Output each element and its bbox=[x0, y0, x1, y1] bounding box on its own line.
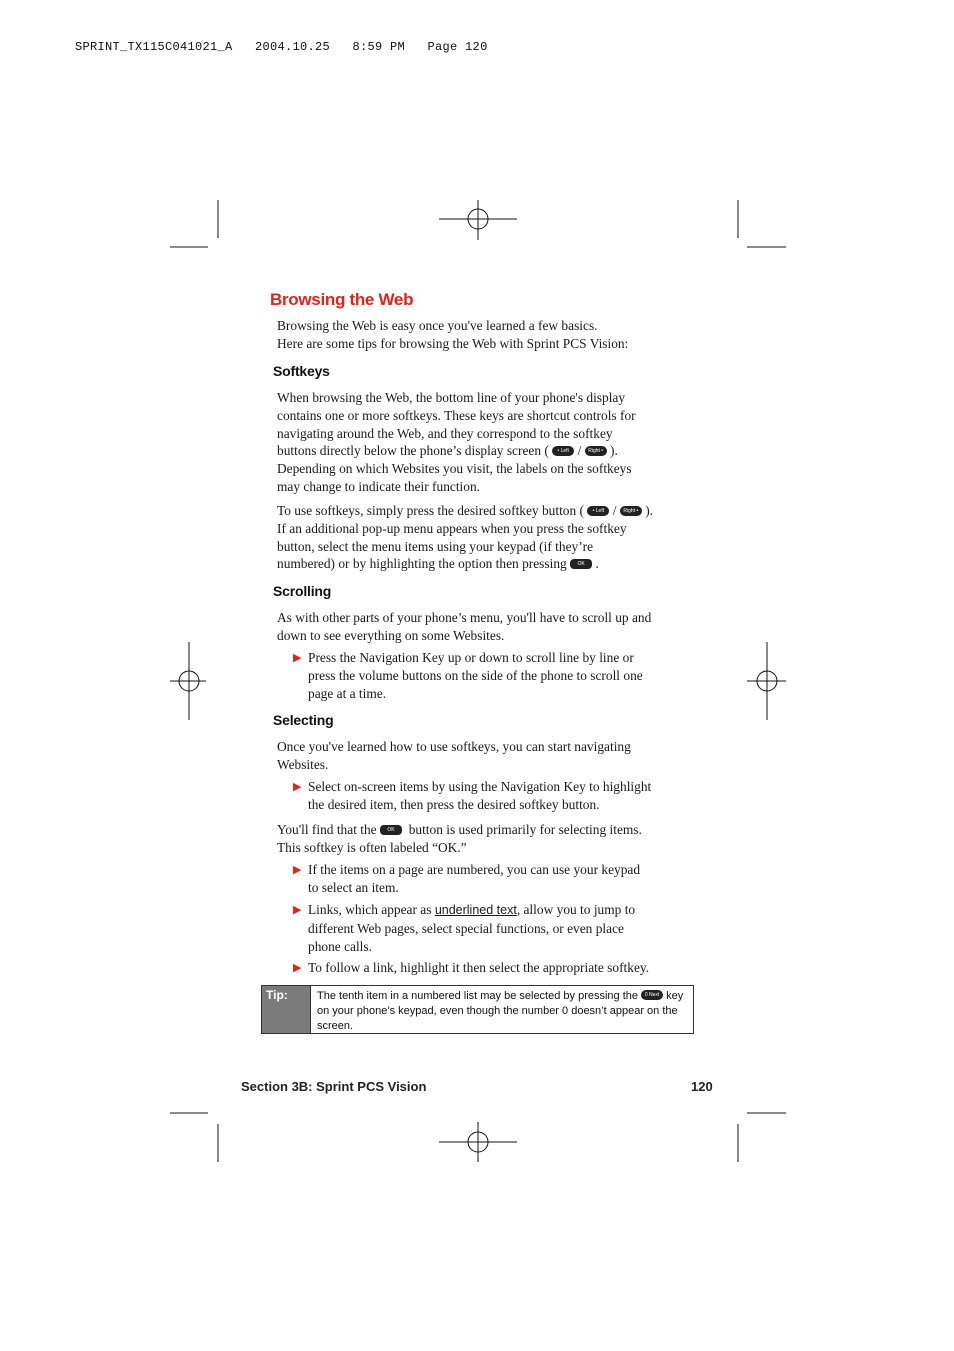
right-softkey-icon: Right • bbox=[620, 506, 642, 516]
text-line: When browsing the Web, the bottom line of your phone's display bbox=[277, 390, 626, 405]
intro-line: Here are some tips for browsing the Web with Sprint PCS Vision: bbox=[277, 335, 629, 351]
softkeys-paragraph-2 bbox=[277, 502, 697, 573]
bullet-arrow-icon: ▶ bbox=[293, 781, 302, 793]
text-line bbox=[277, 442, 697, 460]
text-line: Select on-screen items by using the Navigation Key to highlight bbox=[308, 779, 652, 794]
text-line: To follow a link, highlight it then select the appropriate softkey. bbox=[308, 960, 650, 975]
text-line: press the volume buttons on the side of the phone to scroll one bbox=[308, 667, 643, 683]
scrolling-bullet bbox=[293, 649, 693, 702]
text-line: As with other parts of your phone’s menu, you'll have to scroll up and bbox=[277, 610, 652, 625]
text-line bbox=[277, 502, 697, 520]
text-segment: . bbox=[595, 556, 599, 572]
text-segment: To use softkeys, simply press the desired softkey button ( bbox=[277, 503, 585, 518]
footer-page-number: 120 bbox=[691, 1079, 713, 1094]
text-line: screen. bbox=[317, 1020, 354, 1032]
text-line bbox=[308, 901, 693, 920]
text-segment: Links, which appear as bbox=[308, 902, 432, 917]
text-line: contains one or more softkeys. These keys are shortcut controls for bbox=[277, 407, 636, 423]
tip-label: Tip: bbox=[262, 986, 311, 1033]
text-segment: ). bbox=[610, 443, 618, 459]
underlined-text-example: underlined text bbox=[434, 903, 517, 917]
selecting-paragraph-1 bbox=[277, 738, 697, 774]
scrolling-heading: Scrolling bbox=[273, 583, 332, 599]
text-segment: The tenth item in a numbered list may be selected by pressing the bbox=[317, 990, 639, 1002]
tip-text bbox=[311, 986, 693, 1033]
softkeys-paragraph-1 bbox=[277, 389, 697, 496]
tip-box bbox=[261, 985, 694, 1034]
left-softkey-icon: • Left bbox=[552, 446, 574, 456]
text-line: the desired item, then press the desired softkey button. bbox=[308, 796, 600, 812]
text-line: If the items on a page are numbered, you can use your keypad bbox=[308, 862, 641, 877]
text-segment: You'll find that the bbox=[277, 822, 377, 837]
bullet-arrow-icon: ▶ bbox=[293, 652, 302, 664]
selecting-paragraph-2 bbox=[277, 821, 697, 857]
text-line: Websites. bbox=[277, 756, 329, 772]
bullet-text bbox=[308, 959, 693, 977]
text-line: on your phone’s keypad, even though the number 0 doesn’t appear on the bbox=[317, 1005, 678, 1017]
text-line: Depending on which Websites you visit, the labels on the softkeys bbox=[277, 461, 632, 477]
bullet-arrow-icon: ▶ bbox=[293, 962, 302, 974]
bullet-arrow-icon: ▶ bbox=[293, 904, 302, 916]
intro-paragraph bbox=[277, 317, 697, 353]
zero-key-icon: 0 Next bbox=[641, 990, 663, 1000]
selecting-bullet-2 bbox=[293, 861, 693, 897]
ok-key-icon: OK bbox=[380, 825, 402, 835]
selecting-bullet-3 bbox=[293, 901, 693, 955]
selecting-bullet-4 bbox=[293, 959, 693, 977]
text-line bbox=[277, 821, 697, 839]
bullet-arrow-icon: ▶ bbox=[293, 864, 302, 876]
selecting-heading: Selecting bbox=[273, 712, 334, 728]
text-segment: ). bbox=[645, 503, 653, 518]
text-line: may change to indicate their function. bbox=[277, 478, 481, 494]
text-segment: , allow you to jump to bbox=[516, 902, 636, 917]
bullet-text bbox=[308, 861, 693, 897]
selecting-bullet-1 bbox=[293, 778, 693, 814]
text-line: down to see everything on some Websites. bbox=[277, 627, 505, 643]
slash: / bbox=[577, 443, 582, 459]
text-segment: buttons directly below the phone’s display screen ( bbox=[277, 443, 549, 459]
page-title: Browsing the Web bbox=[270, 290, 414, 309]
bullet-text bbox=[308, 649, 693, 702]
text-line: Once you've learned how to use softkeys, you can start navigating bbox=[277, 739, 631, 754]
text-line: page at a time. bbox=[308, 685, 387, 701]
text-line: phone calls. bbox=[308, 938, 372, 954]
text-line: This softkey is often labeled “OK.” bbox=[277, 839, 467, 855]
text-segment: numbered) or by highlighting the option then pressing bbox=[277, 556, 567, 572]
text-line bbox=[277, 555, 697, 573]
intro-line: Browsing the Web is easy once you've learned a few basics. bbox=[277, 318, 598, 333]
text-line: to select an item. bbox=[308, 879, 399, 895]
text-line: Press the Navigation Key up or down to scroll line by line or bbox=[308, 650, 634, 665]
slash: / bbox=[612, 503, 617, 518]
left-softkey-icon: • Left bbox=[587, 506, 609, 516]
text-segment: button is used primarily for selecting items. bbox=[408, 822, 642, 837]
text-line: different Web pages, select special functions, or even place bbox=[308, 920, 624, 936]
softkeys-heading: Softkeys bbox=[273, 363, 330, 379]
text-line: navigating around the Web, and they correspond to the softkey bbox=[277, 425, 613, 441]
bullet-text bbox=[308, 901, 693, 955]
ok-key-icon: OK bbox=[570, 559, 592, 569]
text-line bbox=[317, 989, 687, 1004]
footer-section: Section 3B: Sprint PCS Vision bbox=[241, 1079, 427, 1094]
bullet-text bbox=[308, 778, 693, 814]
print-slug: SPRINT_TX115C041021_A 2004.10.25 8:59 PM Page 120 bbox=[75, 40, 488, 54]
text-line: button, select the menu items using your keypad (if they’re bbox=[277, 538, 594, 554]
right-softkey-icon: Right • bbox=[585, 446, 607, 456]
text-line: If an additional pop-up menu appears when you press the softkey bbox=[277, 520, 627, 536]
text-segment: key bbox=[666, 990, 684, 1002]
scrolling-paragraph bbox=[277, 609, 697, 645]
